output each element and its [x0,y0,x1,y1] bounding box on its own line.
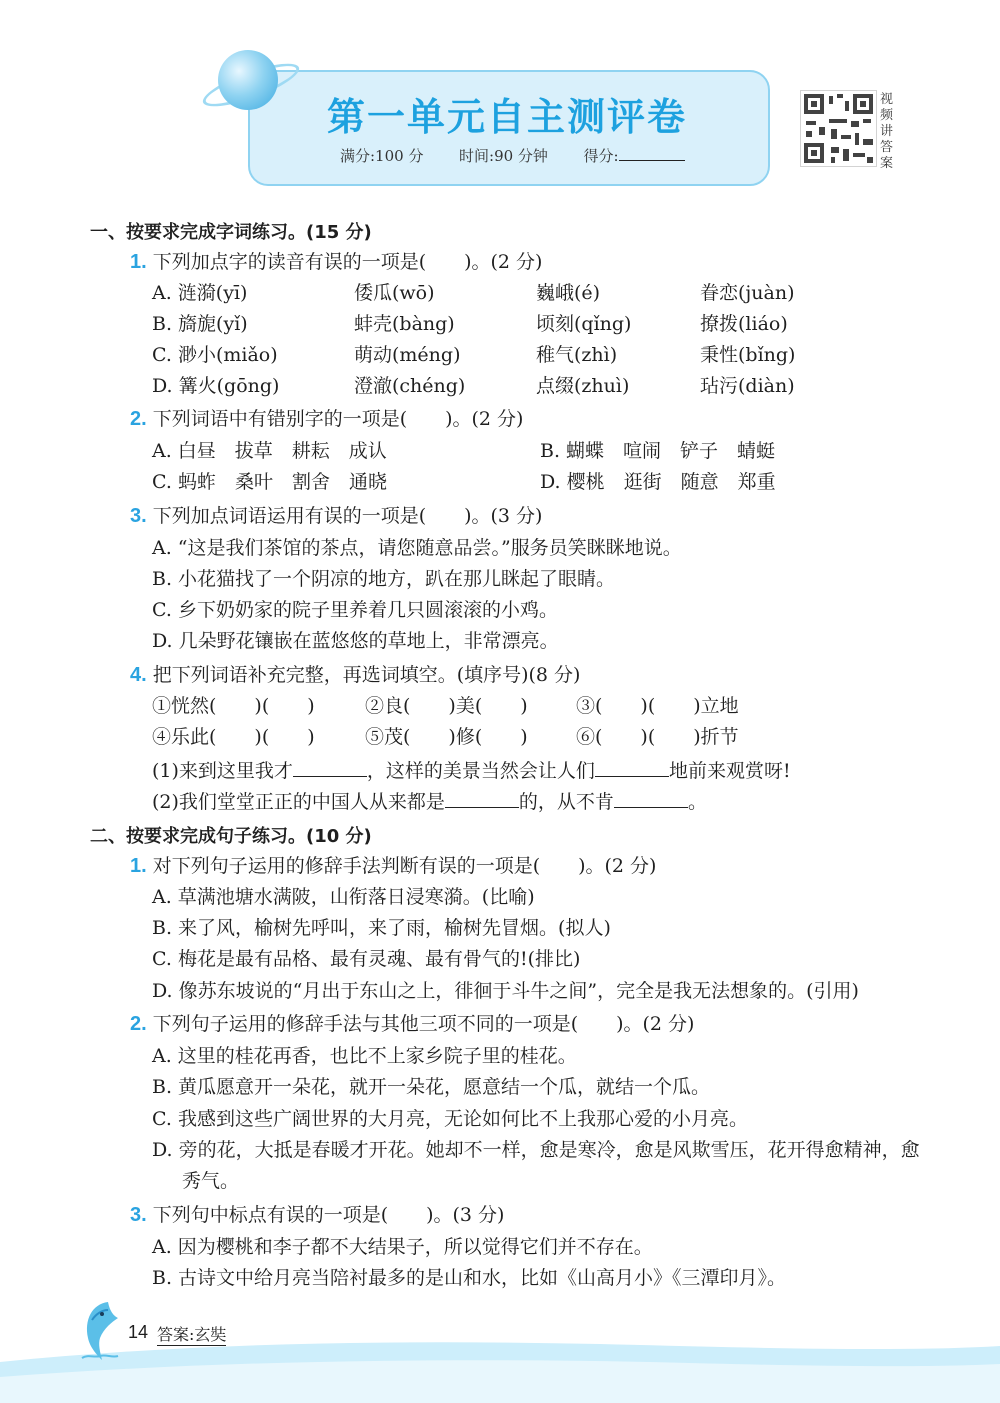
option-a4: 眷恋(juàn) [700,282,795,304]
sentence-text: (1)来到这里我才 [152,760,293,782]
page-title: 第一单元自主测评卷 [326,95,687,139]
s2-q2-option-d-cont: 秀气。 [182,1170,240,1192]
q-number: 2. [130,1013,147,1035]
s2-q2-option-c[interactable]: C. 我感到这些广阔世界的大月亮，无论如何比不上我那心爱的小月亮。 [152,1108,748,1130]
s1-q4-row1 [152,692,792,720]
option-d2: 澄澈(chéng) [354,375,466,397]
page-number: 14 [128,1322,149,1342]
q-stem-text: 下列词语中有错别字的一项是( )。(2 分) [152,408,524,430]
idiom-4[interactable]: ④乐此( )( ) [152,726,315,748]
q-number: 2. [130,408,147,430]
s2-q3-stem [130,1201,504,1229]
s2-q1-option-a[interactable]: A. 草满池塘水满陂，山衔落日浸寒漪。(比喻) [152,886,535,908]
option-c3: 稚气(zhì) [536,344,618,366]
q-number: 3. [130,505,147,527]
option-a1[interactable]: A. 涟漪(yī) [152,282,248,304]
s1-q3-option-d[interactable]: D. 几朵野花镶嵌在蓝悠悠的草地上，非常漂亮。 [152,630,559,652]
s1-q3-option-a[interactable]: A. “这是我们茶馆的茶点，请您随意品尝。”服务员笑眯眯地说。 [152,537,682,559]
option-c1[interactable]: C. 渺小(miǎo) [152,344,278,366]
s2-q1-stem [130,852,656,880]
time-limit: 时间:90 分钟 [459,147,548,165]
s2-q3-option-a[interactable]: A. 因为樱桃和李子都不大结果子，所以觉得它们并不存在。 [152,1236,653,1258]
option-d3: 点缀(zhuì) [536,375,630,397]
q-stem-text: 下列加点字的读音有误的一项是( )。(2 分) [152,251,543,273]
sentence-text: (2)我们堂堂正正的中国人从来都是 [152,791,445,813]
option-b4: 撩拨(liáo) [700,313,788,335]
s1-q2-option-c[interactable]: C. 蚂蚱 桑叶 割舍 通晓 [152,471,387,493]
s2-q3-option-b[interactable]: B. 古诗文中给月亮当陪衬最多的是山和水，比如《山高月小》《三潭印月》。 [152,1267,787,1289]
fill-blank[interactable] [614,787,688,808]
s1-q4-sentence1 [152,756,791,785]
s2-q2-option-d[interactable]: D. 旁的花，大抵是春暖才开花。她却不一样，愈是寒冷，愈是风欺雪压，花开得愈精神，愈 [152,1139,920,1161]
s1-q2-stem [130,405,523,433]
q-number: 4. [130,664,147,686]
option-b1[interactable]: B. 旖旎(yǐ) [152,313,248,335]
exam-meta [340,145,685,166]
qr-code-icon[interactable] [800,90,877,167]
q-stem-text: 对下列句子运用的修辞手法判断有误的一项是( )。(2 分) [152,855,657,877]
idiom-6[interactable]: ⑥( )( )折节 [576,726,739,748]
q-stem-text: 下列加点词语运用有误的一项是( )。(3 分) [152,505,543,527]
score-label: 得分: [583,147,619,165]
idiom-1[interactable]: ①恍然( )( ) [152,695,315,717]
s1-q4-stem [130,661,580,689]
s1-q2-option-a[interactable]: A. 白昼 拔草 耕耘 成认 [152,440,387,462]
idiom-2[interactable]: ②良( )美( ) [365,695,528,717]
s1-q2-option-d[interactable]: D. 樱桃 逛街 随意 郑重 [540,471,776,493]
idiom-3[interactable]: ③( )( )立地 [576,695,739,717]
sentence-text: 。 [687,791,707,813]
option-a2: 倭瓜(wō) [354,282,435,304]
fill-blank[interactable] [293,756,367,777]
dolphin-icon [78,1298,124,1364]
option-d1[interactable]: D. 篝火(gōng) [152,375,280,397]
s1-q2-option-b[interactable]: B. 蝴蝶 喧闹 铲子 蜻蜓 [540,440,776,462]
option-b2: 蚌壳(bàng) [354,313,455,335]
answer-note [157,1322,226,1346]
s1-q4-sentence2 [152,787,707,816]
s2-q1-option-c[interactable]: C. 梅花是最有品格、最有灵魂、最有骨气的!(排比) [152,948,581,970]
s2-q2-option-a[interactable]: A. 这里的桂花再香，也比不上家乡院子里的桂花。 [152,1045,577,1067]
s2-q2-stem [130,1010,694,1038]
option-c2: 萌动(méng) [354,344,461,366]
s1-q1-stem [130,248,542,276]
q-stem-text: 把下列词语补充完整，再选词填空。(填序号)(8 分) [152,664,581,686]
section1-title: 一、按要求完成字词练习。(15 分) [90,222,372,243]
q-number: 3. [130,1204,147,1226]
section2-title: 二、按要求完成句子练习。(10 分) [90,826,372,847]
s2-q1-option-b[interactable]: B. 来了风，榆树先呼叫，来了雨，榆树先冒烟。(拟人) [152,917,611,939]
option-c4: 秉性(bǐng) [700,344,796,366]
full-score: 满分:100 分 [340,147,424,165]
s1-q4-row2 [152,723,792,751]
option-a3: 巍峨(é) [536,282,601,304]
option-b3: 顷刻(qǐng) [536,313,632,335]
q-number: 1. [130,855,147,877]
q-stem-text: 下列句中标点有误的一项是( )。(3 分) [152,1204,505,1226]
sentence-text: ，这样的美景当然会让人们 [366,760,595,782]
score-blank[interactable] [619,146,685,161]
s1-q3-option-b[interactable]: B. 小花猫找了一个阴凉的地方，趴在那儿眯起了眼睛。 [152,568,616,590]
s1-q3-stem [130,502,542,530]
q-stem-text: 下列句子运用的修辞手法与其他三项不同的一项是( )。(2 分) [152,1013,695,1035]
fill-blank[interactable] [445,787,519,808]
footer-wave [0,1322,1000,1403]
idiom-5[interactable]: ⑤茂( )修( ) [365,726,528,748]
option-d4: 玷污(diàn) [700,375,795,397]
fill-blank[interactable] [595,756,669,777]
s2-q2-option-b[interactable]: B. 黄瓜愿意开一朵花，就开一朵花，愿意结一个瓜，就结一个瓜。 [152,1076,711,1098]
answer-text: 答案:玄奘 [157,1325,227,1344]
qr-caption: 视频讲答案 [880,92,894,171]
sentence-text: 的，从不肯 [518,791,614,813]
q-number: 1. [130,251,147,273]
sentence-text: 地前来观赏呀! [668,760,791,782]
s2-q1-option-d[interactable]: D. 像苏东坡说的“月出于东山之上，徘徊于斗牛之间”，完全是我无法想象的。(引用) [152,980,859,1002]
s1-q3-option-c[interactable]: C. 乡下奶奶家的院子里养着几只圆滚滚的小鸡。 [152,599,558,621]
